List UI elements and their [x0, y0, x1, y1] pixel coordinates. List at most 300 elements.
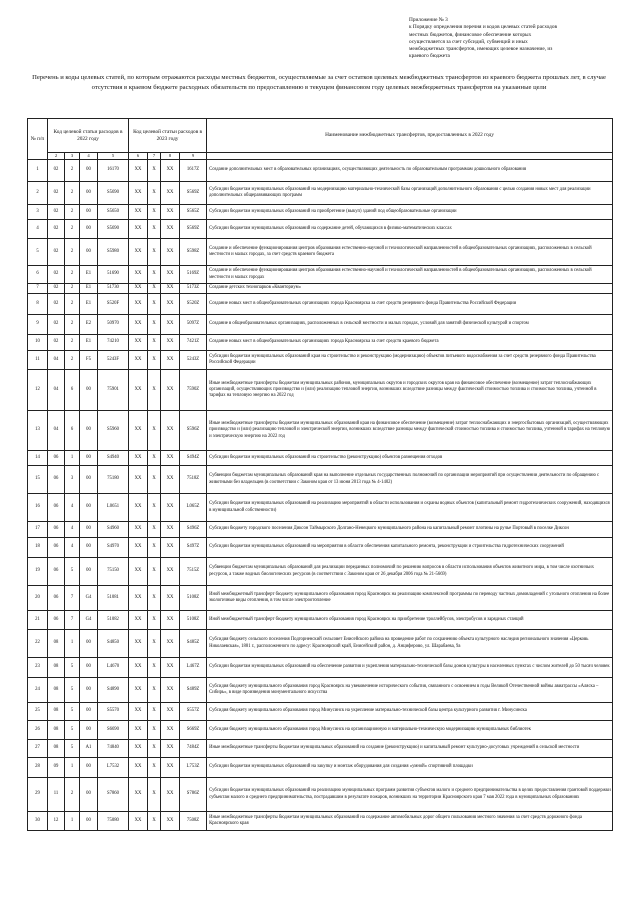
code-cell: S520F: [98, 294, 129, 315]
appendix-line: Приложение № 3: [409, 17, 448, 23]
code-cell: XX: [161, 451, 180, 466]
document-heading: Перечень и коды целевых статей, по которым отражаются расходы местных бюджетов, осуществляемые за счет остатков целевых межбюджетных трансфертов из краевого бюджета прошлых лет, в случае отсутствия в краевом бюджете расходных обязательств по предоставлению в текущем финансовом году целевых межбюджетных трансфертов на указанные цели: [32, 74, 606, 91]
table-row: [28, 466, 613, 494]
header-transfer-name: Наименование межбюджетных трансфертов, предоставленных в 2022 году: [207, 119, 613, 153]
code-cell: XX: [161, 778, 180, 812]
code-cell: XX: [161, 411, 180, 451]
code-cell: X: [148, 266, 161, 284]
code-cell: S5690: [98, 182, 129, 205]
code-cell: 5243F: [98, 351, 129, 370]
transfer-name-cell: Субсидия бюджету муниципального образования город Минусинск на укрепление материально-технической базы центра культурного развития г. Минусинска: [207, 703, 613, 721]
code-cell: 2: [65, 220, 80, 239]
code-cell: E1: [80, 294, 98, 315]
transfer-name-cell: Субсидии бюджетам муниципальных образований на содержание детей, обучающихся в физико-математических классах: [207, 220, 613, 239]
column-index: 3: [65, 153, 80, 160]
code-cell: 1: [65, 451, 80, 466]
transfer-name-cell: Субсидии бюджетам муниципальных образований на приобретение (выкуп) зданий под общеобразовательные организации: [207, 205, 613, 220]
code-cell: 7590Z: [180, 370, 207, 411]
row-number-cell: 20: [28, 586, 48, 611]
code-cell: XX: [161, 266, 180, 284]
code-cell: 1617Z: [180, 160, 207, 182]
code-cell: XX: [161, 239, 180, 266]
transfer-name-cell: Субсидия бюджету муниципального образования город Минусинск на организационную и материально-техническую модернизацию муниципальных библиотек: [207, 721, 613, 740]
code-cell: L0651: [98, 494, 129, 522]
code-cell: 2: [65, 778, 80, 812]
code-cell: XX: [161, 351, 180, 370]
code-cell: XX: [129, 778, 148, 812]
code-cell: 74210: [98, 335, 129, 351]
header-code-2023: Код целевой статьи расходов в 2023 году: [129, 119, 207, 153]
row-number-cell: 15: [28, 466, 48, 494]
code-cell: 2: [65, 351, 80, 370]
code-cell: XX: [129, 335, 148, 351]
code-cell: 12: [48, 812, 65, 831]
transfer-name-cell: Субсидии бюджетам муниципальных образований на обеспечение развития и укрепления материально-технической базы домов культуры в населенных пунктах с числом жителей до 50 тысяч человек: [207, 658, 613, 678]
row-number-cell: 28: [28, 758, 48, 778]
code-cell: 4: [65, 494, 80, 522]
target-articles-table: [27, 118, 613, 831]
code-cell: 5: [65, 678, 80, 703]
code-cell: 5243Z: [180, 351, 207, 370]
code-cell: 5097Z: [180, 315, 207, 335]
code-cell: S494Z: [180, 451, 207, 466]
code-cell: E1: [80, 284, 98, 294]
row-number-cell: 18: [28, 538, 48, 558]
code-cell: 00: [80, 703, 98, 721]
code-cell: XX: [129, 370, 148, 411]
code-cell: 08: [48, 678, 65, 703]
table-row: [28, 658, 613, 678]
row-number-cell: 29: [28, 778, 48, 812]
code-cell: S5650: [98, 205, 129, 220]
table-row: [28, 239, 613, 266]
transfer-name-cell: Иные межбюджетные трансферты бюджетам муниципальных образований на содержание автомобильных дорог общего пользования местного значения за счет средств дорожного фонда Красноярского края: [207, 812, 613, 831]
row-number-cell: 22: [28, 630, 48, 658]
code-cell: XX: [161, 370, 180, 411]
code-cell: L7532: [98, 758, 129, 778]
code-cell: 06: [48, 611, 65, 630]
code-cell: 08: [48, 703, 65, 721]
code-cell: X: [148, 335, 161, 351]
transfer-name-cell: Иные межбюджетные трансферты бюджетам муниципальных образований края на финансовое обеспечение (возмещение) затрат теплоснабжающих и энергосбытовых организаций, осуществляющих производство и (или) реализацию тепловой и электрической энергии, возникших вследствие разницы между фактической стоимостью топлива и стоимостью топлива, учтенной в тарифах на тепловую и электрическую энергию на 2022 год: [207, 411, 613, 451]
code-cell: XX: [161, 740, 180, 758]
code-cell: 1: [65, 812, 80, 831]
code-cell: XX: [129, 630, 148, 658]
code-cell: E1: [80, 335, 98, 351]
code-cell: 3: [65, 466, 80, 494]
code-cell: XX: [129, 586, 148, 611]
code-cell: 7515Z: [180, 558, 207, 586]
code-cell: 00: [80, 239, 98, 266]
code-cell: XX: [161, 703, 180, 721]
code-cell: X: [148, 294, 161, 315]
row-number-cell: 10: [28, 335, 48, 351]
code-cell: 00: [80, 160, 98, 182]
code-cell: 5173Z: [180, 284, 207, 294]
code-cell: X: [148, 494, 161, 522]
code-cell: 2: [65, 239, 80, 266]
code-cell: 04: [48, 351, 65, 370]
table-row: [28, 266, 613, 284]
code-cell: X: [148, 411, 161, 451]
code-cell: XX: [161, 466, 180, 494]
code-cell: XX: [161, 284, 180, 294]
code-cell: 5169Z: [180, 266, 207, 284]
code-cell: 00: [80, 220, 98, 239]
code-cell: X: [148, 778, 161, 812]
row-number-cell: 13: [28, 411, 48, 451]
code-cell: S485Z: [180, 630, 207, 658]
table-row: [28, 812, 613, 831]
row-number-cell: 4: [28, 220, 48, 239]
code-cell: 4: [65, 522, 80, 538]
transfer-name-cell: Субсидия бюджету муниципального образования город Красноярск на увековечение исторического события, связанного с освоением в годы Великой Отечественной войны авиатрассы «Аляска – Сибирь», в виде произведения монументального искусства: [207, 678, 613, 703]
code-cell: S4960: [98, 522, 129, 538]
code-cell: 00: [80, 658, 98, 678]
code-cell: X: [148, 538, 161, 558]
row-number-cell: 2: [28, 182, 48, 205]
code-cell: XX: [161, 658, 180, 678]
code-cell: XX: [161, 182, 180, 205]
row-number-cell: 11: [28, 351, 48, 370]
code-cell: 5108Z: [180, 586, 207, 611]
transfer-name-cell: Субсидии бюджету городского поселения Диксон Таймырского Долгано-Ненецкого муниципального района на капитальный ремонт плотины на ручье Портовый в поселке Диксон: [207, 522, 613, 538]
transfer-name-cell: Субсидии бюджетам муниципальных образований на мероприятия в области обеспечения капитального ремонта, реконструкции и строительства гидротехнических сооружений: [207, 538, 613, 558]
code-cell: XX: [161, 335, 180, 351]
code-cell: X: [148, 812, 161, 831]
code-cell: 00: [80, 721, 98, 740]
code-cell: 2: [65, 335, 80, 351]
code-cell: 5: [65, 721, 80, 740]
code-cell: XX: [161, 558, 180, 586]
code-cell: S557Z: [180, 703, 207, 721]
code-cell: S596Z: [180, 411, 207, 451]
transfer-name-cell: Субсидии бюджетам муниципальных образований на закупку и монтаж оборудования для создания «умной» спортивной площадки: [207, 758, 613, 778]
code-cell: 6: [65, 411, 80, 451]
code-cell: X: [148, 182, 161, 205]
code-cell: S4890: [98, 678, 129, 703]
code-cell: 06: [48, 558, 65, 586]
appendix-line: местных бюджетов, финансовое обеспечение которых: [409, 31, 532, 38]
code-cell: XX: [129, 494, 148, 522]
code-cell: XX: [129, 522, 148, 538]
code-cell: XX: [129, 239, 148, 266]
code-cell: 75080: [98, 812, 129, 831]
code-cell: XX: [161, 160, 180, 182]
code-cell: S669Z: [180, 721, 207, 740]
row-number-cell: 12: [28, 370, 48, 411]
code-cell: 02: [48, 160, 65, 182]
code-cell: XX: [129, 160, 148, 182]
code-cell: 02: [48, 266, 65, 284]
code-cell: X: [148, 284, 161, 294]
code-cell: 00: [80, 466, 98, 494]
code-cell: XX: [129, 812, 148, 831]
code-cell: XX: [129, 284, 148, 294]
column-index: 7: [148, 153, 161, 160]
code-cell: 00: [80, 182, 98, 205]
row-number-cell: 14: [28, 451, 48, 466]
transfer-name-cell: Создание новых мест в общеобразовательных организациях города Красноярска за счет средств резервного фонда Правительства Российской Федерации: [207, 294, 613, 315]
code-cell: S569Z: [180, 182, 207, 205]
table-row: [28, 494, 613, 522]
code-cell: 16170: [98, 160, 129, 182]
code-cell: XX: [161, 721, 180, 740]
table-row: [28, 678, 613, 703]
code-cell: XX: [161, 630, 180, 658]
code-cell: X: [148, 351, 161, 370]
code-cell: S5960: [98, 411, 129, 451]
table-row: [28, 205, 613, 220]
code-cell: X: [148, 220, 161, 239]
code-cell: 02: [48, 335, 65, 351]
code-cell: L4670: [98, 658, 129, 678]
table-row: [28, 351, 613, 370]
row-number-cell: 16: [28, 494, 48, 522]
code-cell: 2: [65, 315, 80, 335]
code-cell: 08: [48, 658, 65, 678]
column-index: 6: [129, 153, 148, 160]
code-cell: X: [148, 315, 161, 335]
table-row: [28, 558, 613, 586]
table-row: [28, 370, 613, 411]
code-cell: L753Z: [180, 758, 207, 778]
code-cell: S5980: [98, 239, 129, 266]
code-cell: 75180: [98, 466, 129, 494]
row-number-cell: 23: [28, 658, 48, 678]
code-cell: X: [148, 451, 161, 466]
code-cell: S520Z: [180, 294, 207, 315]
code-cell: 00: [80, 678, 98, 703]
code-cell: 7484Z: [180, 740, 207, 758]
code-cell: 5: [65, 558, 80, 586]
code-cell: S598Z: [180, 239, 207, 266]
row-number-cell: 21: [28, 611, 48, 630]
code-cell: 51690: [98, 266, 129, 284]
code-cell: X: [148, 658, 161, 678]
code-cell: XX: [129, 703, 148, 721]
transfer-name-cell: Субсидии бюджетам муниципальных образований на модернизацию материально-технической базы организаций дополнительного образования с целью создания новых мест для реализации дополнительных общеразвивающих программ: [207, 182, 613, 205]
code-cell: 2: [65, 284, 80, 294]
code-cell: XX: [161, 812, 180, 831]
code-cell: E2: [80, 315, 98, 335]
code-cell: 00: [80, 630, 98, 658]
code-cell: XX: [129, 678, 148, 703]
table-row: [28, 294, 613, 315]
code-cell: 00: [80, 758, 98, 778]
column-index: 4: [80, 153, 98, 160]
code-cell: S489Z: [180, 678, 207, 703]
appendix-line: осуществляется за счет субсидий, субвенций и иных: [409, 38, 528, 45]
code-cell: 04: [48, 411, 65, 451]
transfer-name-cell: Создание и обеспечение функционирования центров образования естественно-научной и технологической направленностей в общеобразовательных организациях, расположенных в сельской местности и малых городах, за счет средств краевого бюджета: [207, 239, 613, 266]
table-row: [28, 740, 613, 758]
header-code-2022: Код целевой статьи расходов в 2022 году: [48, 119, 129, 153]
code-cell: 00: [80, 538, 98, 558]
transfer-name-cell: Субсидии бюджетам муниципальных образований на реализацию муниципальных программ развития субъектов малого и среднего предпринимательства в целях предоставления грантовой поддержки субъектам малого и среднего предпринимательства, пострадавшим в результате пожаров, возникших на территории Красноярского края 7 мая 2022 года в муниципальных образованиях: [207, 778, 613, 812]
code-cell: S5570: [98, 703, 129, 721]
code-cell: X: [148, 703, 161, 721]
transfer-name-cell: Иные межбюджетные трансферты бюджетам муниципальных районов, муниципальных округов и городских округов края на финансовое обеспечение (возмещение) затрат теплоснабжающих организаций, осуществляющих производство и (или) реализацию тепловой энергии, возникших вследствие разницы между фактической стоимостью топлива и стоимостью топлива, учтенной в тарифах на тепловую энергию на 2022 год: [207, 370, 613, 411]
code-cell: 06: [48, 586, 65, 611]
code-cell: 06: [48, 466, 65, 494]
code-cell: XX: [129, 740, 148, 758]
code-cell: XX: [161, 678, 180, 703]
code-cell: XX: [161, 294, 180, 315]
code-cell: X: [148, 466, 161, 494]
row-number-cell: 3: [28, 205, 48, 220]
table-row: [28, 284, 613, 294]
code-cell: S4940: [98, 451, 129, 466]
code-cell: 5: [65, 740, 80, 758]
code-cell: XX: [129, 294, 148, 315]
transfer-name-cell: Создание детских технопарков «Кванториум»: [207, 284, 613, 294]
code-cell: XX: [161, 758, 180, 778]
row-number-cell: 25: [28, 703, 48, 721]
code-cell: X: [148, 678, 161, 703]
row-number-cell: 27: [28, 740, 48, 758]
code-cell: 02: [48, 315, 65, 335]
transfer-name-cell: Создание в общеобразовательных организациях, расположенных в сельской местности и малых городах, условий для занятий физической культурой и спортом: [207, 315, 613, 335]
code-cell: S497Z: [180, 538, 207, 558]
code-cell: 4: [65, 538, 80, 558]
code-cell: XX: [129, 451, 148, 466]
code-cell: 02: [48, 220, 65, 239]
code-cell: X: [148, 721, 161, 740]
code-cell: 06: [48, 538, 65, 558]
code-cell: X: [148, 586, 161, 611]
code-cell: X: [148, 740, 161, 758]
code-cell: 00: [80, 205, 98, 220]
row-number-cell: 6: [28, 266, 48, 284]
code-cell: XX: [161, 205, 180, 220]
code-cell: XX: [161, 586, 180, 611]
code-cell: 00: [80, 451, 98, 466]
row-number-cell: 5: [28, 239, 48, 266]
code-cell: 02: [48, 284, 65, 294]
column-index: 8: [161, 153, 180, 160]
transfer-name-cell: Субсидии бюджетам муниципальных образований на реализацию мероприятий в области использования и охраны водных объектов (капитальный ремонт гидротехнических сооружений, находящихся в муниципальной собственности): [207, 494, 613, 522]
code-cell: E1: [80, 266, 98, 284]
code-cell: 00: [80, 812, 98, 831]
code-cell: 09: [48, 758, 65, 778]
column-index: [207, 153, 613, 160]
code-cell: S496Z: [180, 522, 207, 538]
transfer-name-cell: Субсидии бюджетам муниципальных образований края на строительство и реконструкцию (модернизацию) объектов питьевого водоснабжения за счет средств резервного фонда Правительства Российской Федерации: [207, 351, 613, 370]
code-cell: 2: [65, 266, 80, 284]
code-cell: XX: [129, 220, 148, 239]
column-index: 5: [98, 153, 129, 160]
code-cell: XX: [129, 182, 148, 205]
code-cell: 75150: [98, 558, 129, 586]
code-cell: S786Z: [180, 778, 207, 812]
code-cell: 06: [48, 494, 65, 522]
code-cell: 7: [65, 586, 80, 611]
code-cell: 11: [48, 778, 65, 812]
code-cell: 74840: [98, 740, 129, 758]
code-cell: L467Z: [180, 658, 207, 678]
code-cell: 7421Z: [180, 335, 207, 351]
code-cell: XX: [161, 522, 180, 538]
code-cell: 00: [80, 778, 98, 812]
transfer-name-cell: Создание и обеспечение функционирования центров образования естественно-научной и технологической направленностей в общеобразовательных организациях, расположенных в сельской местности и малых городах: [207, 266, 613, 284]
code-cell: XX: [161, 315, 180, 335]
table-row: [28, 703, 613, 721]
code-cell: 75901: [98, 370, 129, 411]
code-cell: XX: [129, 538, 148, 558]
code-cell: X: [148, 611, 161, 630]
code-cell: XX: [129, 758, 148, 778]
code-cell: 2: [65, 205, 80, 220]
code-cell: 7: [65, 611, 80, 630]
code-cell: 2: [65, 182, 80, 205]
code-cell: X: [148, 630, 161, 658]
code-cell: 7508Z: [180, 812, 207, 831]
code-cell: S569Z: [180, 220, 207, 239]
code-cell: 06: [48, 522, 65, 538]
table-row: [28, 315, 613, 335]
code-cell: L065Z: [180, 494, 207, 522]
table-row: [28, 630, 613, 658]
table-row: [28, 220, 613, 239]
row-number-cell: 24: [28, 678, 48, 703]
code-cell: 02: [48, 205, 65, 220]
column-index: 2: [48, 153, 65, 160]
table-row: [28, 451, 613, 466]
table-row: [28, 778, 613, 812]
transfer-name-cell: Субвенции бюджетам муниципальных образований для реализации переданных полномочий по решению вопросов в области использования объектов животного мира, в том числе охотничьих ресурсов, а также водных биологических ресурсов (в соответствии с Законом края от 26 декабря 2006 года № 21-5669): [207, 558, 613, 586]
transfer-name-cell: Иные межбюджетные трансферты бюджетам муниципальных образований на создание (реконструкцию) и капитальный ремонт культурно-досуговых учреждений в сельской местности: [207, 740, 613, 758]
code-cell: 5: [65, 703, 80, 721]
code-cell: 02: [48, 239, 65, 266]
code-cell: G4: [80, 611, 98, 630]
code-cell: 04: [48, 370, 65, 411]
code-cell: 00: [80, 370, 98, 411]
code-cell: 1: [65, 630, 80, 658]
transfer-name-cell: Создание дополнительных мест в образовательных организациях, осуществляющих деятельность по образовательным программам дошкольного образования: [207, 160, 613, 182]
code-cell: 50970: [98, 315, 129, 335]
code-cell: F5: [80, 351, 98, 370]
code-cell: XX: [129, 558, 148, 586]
code-cell: S4970: [98, 538, 129, 558]
table-body: [28, 160, 613, 831]
table-row: [28, 182, 613, 205]
code-cell: XX: [129, 721, 148, 740]
code-cell: 2: [65, 294, 80, 315]
transfer-name-cell: Иной межбюджетный трансферт бюджету муниципального образования город Красноярск на приобретение троллейбусов, электробусов и зарядных станций: [207, 611, 613, 630]
table-row: [28, 611, 613, 630]
table-row: [28, 586, 613, 611]
transfer-name-cell: Субсидии бюджетам муниципальных образований на строительство (реконструкцию) объектов размещения отходов: [207, 451, 613, 466]
code-cell: XX: [129, 351, 148, 370]
code-cell: X: [148, 239, 161, 266]
table-row: [28, 721, 613, 740]
code-cell: S7860: [98, 778, 129, 812]
row-number-cell: 9: [28, 315, 48, 335]
code-cell: 00: [80, 494, 98, 522]
code-cell: X: [148, 758, 161, 778]
row-number-cell: 19: [28, 558, 48, 586]
row-number-cell: 30: [28, 812, 48, 831]
code-cell: 2: [65, 160, 80, 182]
code-cell: 5: [65, 658, 80, 678]
code-cell: X: [148, 522, 161, 538]
transfer-name-cell: Субвенции бюджетам муниципальных образований края на выполнение отдельных государственных полномочий по организации мероприятий при осуществлении деятельности по обращению с животными без владельцев (в соответствии с Законом края от 13 июня 2013 года № 4-1402): [207, 466, 613, 494]
table-row: [28, 522, 613, 538]
code-cell: XX: [161, 611, 180, 630]
code-cell: X: [148, 558, 161, 586]
code-cell: 7518Z: [180, 466, 207, 494]
